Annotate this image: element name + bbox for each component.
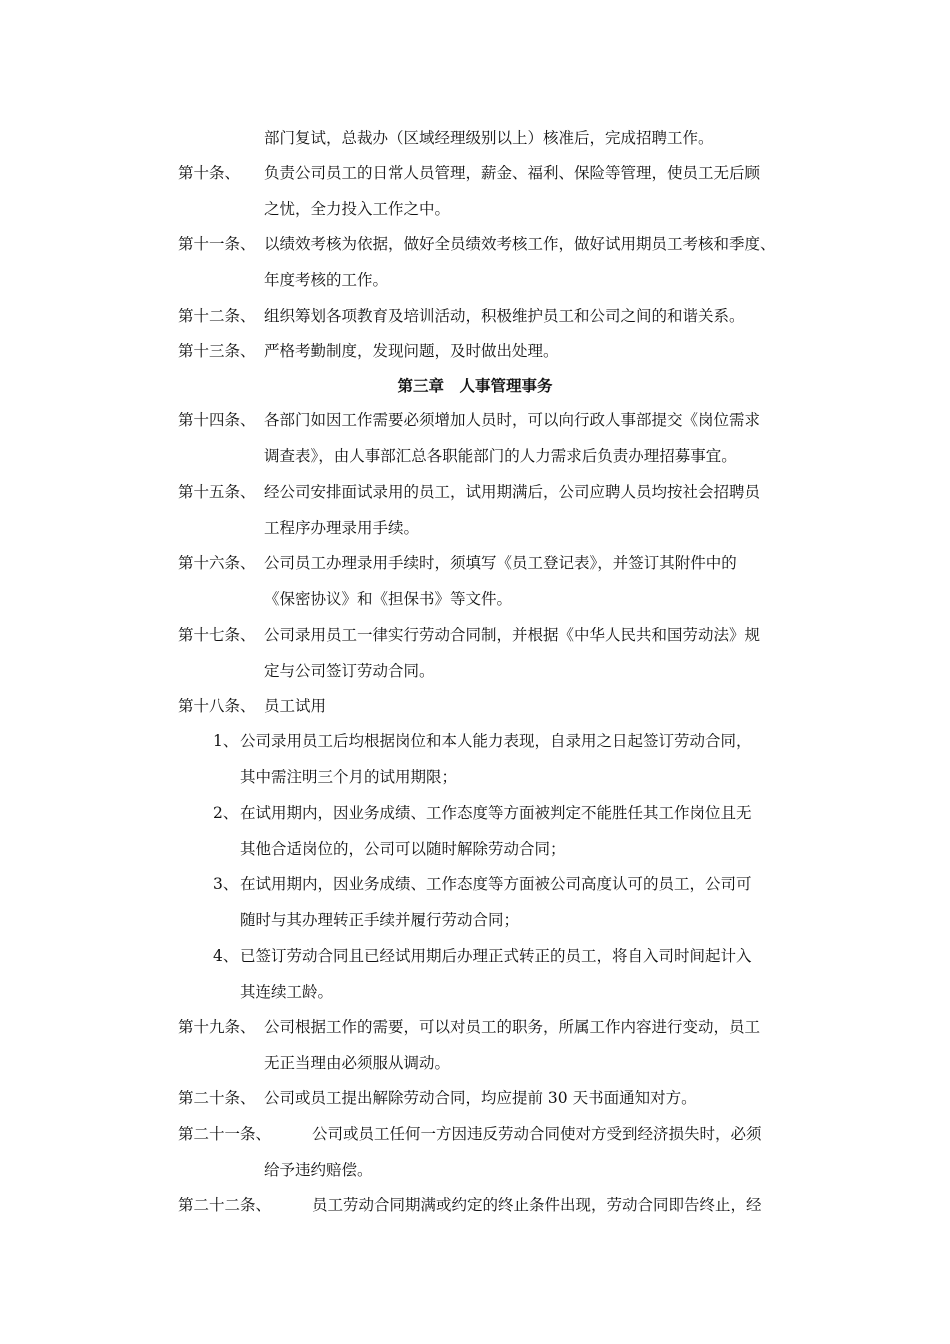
article-number: 第十二条、 [178,307,256,325]
list-item-continuation: 其他合适岗位的，公司可以随时解除劳动合同； [240,840,566,858]
article-number: 第十九条、 [178,1018,256,1036]
article-number: 第二十条、 [178,1089,256,1107]
list-item-text: 在试用期内，因业务成绩、工作态度等方面被公司高度认可的员工，公司可 [240,875,752,893]
article-text: 以绩效考核为依据，做好全员绩效考核工作，做好试用期员工考核和季度、 [264,235,776,253]
article-text: 公司或员工提出解除劳动合同，均应提前 30 天书面通知对方。 [264,1089,697,1107]
article-text: 严格考勤制度，发现问题，及时做出处理。 [264,342,559,360]
list-item-text: 公司录用员工后均根据岗位和本人能力表现，自录用之日起签订劳动合同， [240,732,752,750]
article-text: 公司录用员工一律实行劳动合同制，并根据《中华人民共和国劳动法》规 [264,626,761,644]
paragraph-continuation: 年度考核的工作。 [264,271,389,289]
article-number: 第十四条、 [178,411,256,429]
paragraph-continuation: 《保密协议》和《担保书》等文件。 [264,590,513,608]
article-number: 第二十一条、 [178,1125,272,1143]
article-text: 负责公司员工的日常人员管理，薪金、福利、保险等管理，使员工无后顾 [264,164,761,182]
paragraph-continuation: 定与公司签订劳动合同。 [264,662,435,680]
article-number: 第十三条、 [178,342,256,360]
paragraph-continuation: 部门复试，总裁办（区域经理级别以上）核准后，完成招聘工作。 [264,129,714,147]
article-text: 公司根据工作的需要，可以对员工的职务，所属工作内容进行变动，员工 [264,1018,761,1036]
article-text: 经公司安排面试录用的员工，试用期满后，公司应聘人员均按社会招聘员 [264,483,761,501]
paragraph-continuation: 工程序办理录用手续。 [264,519,420,537]
list-item-text: 在试用期内，因业务成绩、工作态度等方面被判定不能胜任其工作岗位且无 [240,804,752,822]
article-text: 公司员工办理录用手续时，须填写《员工登记表》，并签订其附件中的 [264,554,737,572]
chapter-heading: 第三章 人事管理事务 [397,376,553,395]
list-item-number: 3、 [213,875,239,893]
paragraph-continuation: 调查表》，由人事部汇总各职能部门的人力需求后负责办理招募事宜。 [264,447,737,465]
article-text: 员工劳动合同期满或约定的终止条件出现，劳动合同即告终止，经 [312,1196,762,1214]
list-item-number: 4、 [213,947,239,965]
article-number: 第十八条、 [178,697,256,715]
article-text: 公司或员工任何一方因违反劳动合同使对方受到经济损失时，必须 [312,1125,762,1143]
list-item-number: 1、 [213,732,239,750]
article-number: 第二十二条、 [178,1196,272,1214]
list-item-text: 已签订劳动合同且已经试用期后办理正式转正的员工，将自入司时间起计入 [240,947,752,965]
paragraph-continuation: 无正当理由必须服从调动。 [264,1054,451,1072]
paragraph-continuation: 给予违约赔偿。 [264,1161,373,1179]
article-number: 第十一条、 [178,235,256,253]
list-item-continuation: 其中需注明三个月的试用期限； [240,768,458,786]
article-number: 第十七条、 [178,626,256,644]
paragraph-continuation: 之忧，全力投入工作之中。 [264,200,451,218]
article-text: 各部门如因工作需要必须增加人员时，可以向行政人事部提交《岗位需求 [264,411,761,429]
article-number: 第十五条、 [178,483,256,501]
article-text: 组织筹划各项教育及培训活动，积极维护员工和公司之间的和谐关系。 [264,307,745,325]
article-number: 第十六条、 [178,554,256,572]
article-text: 员工试用 [264,697,327,715]
article-number: 第十条、 [178,164,241,182]
list-item-continuation: 其连续工龄。 [240,983,334,1001]
list-item-continuation: 随时与其办理转正手续并履行劳动合同； [240,911,520,929]
list-item-number: 2、 [213,804,239,822]
